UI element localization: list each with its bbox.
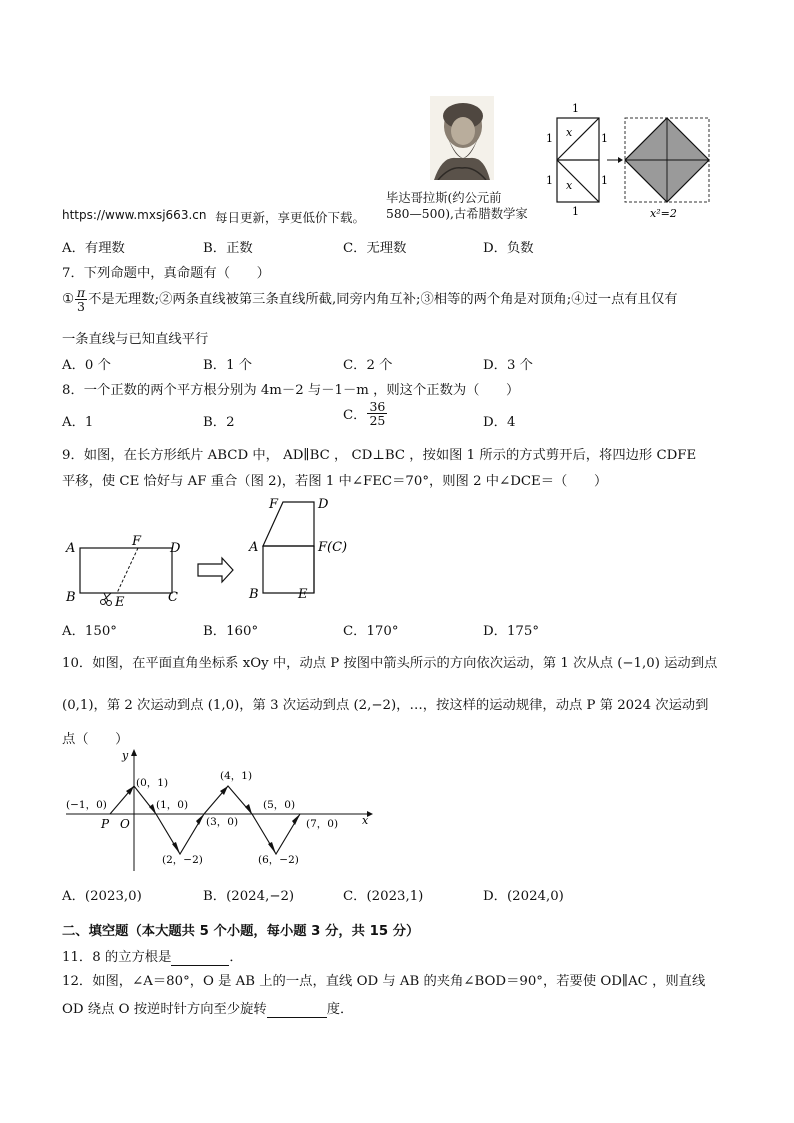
q7-option-a[interactable]: A．0 个 (62, 358, 111, 373)
svg-text:F(C): F(C) (318, 540, 348, 555)
svg-text:1: 1 (601, 132, 608, 145)
q10-line1: 10．如图，在平面直角坐标系 xOy 中，动点 P 按图中箭头所示的方向依次运动，第 1 次从点 (−1,0) 运动到点 (62, 656, 718, 671)
q9-figures (60, 490, 370, 610)
svg-text:E: E (115, 595, 125, 610)
q10-coordinate-graph (62, 746, 382, 876)
svg-text:1: 1 (546, 132, 553, 145)
q12-answer-blank[interactable] (267, 1002, 327, 1018)
q6-option-a[interactable]: A．有理数 (62, 241, 125, 256)
q9-option-b[interactable]: B．160° (203, 624, 259, 639)
fig-equation: x²=2 (650, 207, 677, 220)
q6-option-c[interactable]: C．无理数 (343, 241, 407, 256)
svg-text:C: C (168, 590, 178, 605)
svg-text:B: B (249, 587, 259, 602)
svg-text:x: x (566, 126, 573, 139)
q10-line2: (0,1)，第 2 次运动到点 (1,0)，第 3 次运动到点 (2,−2)，…，按这样的运动规律，动点 P 第 2024 次运动到 (62, 698, 709, 713)
svg-text:A: A (249, 540, 259, 555)
svg-text:E: E (298, 587, 308, 602)
svg-text:F: F (132, 534, 142, 549)
svg-text:(6，−2): (6，−2) (258, 854, 299, 866)
svg-text:y: y (122, 749, 129, 762)
svg-text:1: 1 (572, 205, 579, 218)
svg-text:x: x (566, 179, 573, 192)
scissors-icon (101, 593, 112, 606)
36-over-25-fraction: $\frac{36}{25}$ (369, 399, 386, 429)
q10-line3: 点（ ） (62, 732, 129, 747)
svg-text:(3，0): (3，0) (206, 816, 239, 828)
svg-text:(0，1): (0，1) (136, 777, 169, 789)
q11: 11．8 的立方根是 ． (62, 950, 243, 965)
q9-line2: 平移，使 CE 恰好与 AF 重合（图 2)，若图 1 中∠FEC＝70°，则图 2 中∠DCE＝（ ） (62, 474, 608, 489)
q7-line2: 一条直线与已知直线平行 (62, 332, 209, 347)
square-area-figure (540, 102, 720, 220)
svg-text:B: B (66, 590, 76, 605)
svg-text:D: D (318, 497, 329, 512)
q8-option-b[interactable]: B．2 (203, 415, 235, 430)
q10-option-c[interactable]: C．(2023,1) (343, 889, 424, 904)
q10-option-d[interactable]: D．(2024,0) (483, 889, 564, 904)
svg-text:O: O (120, 817, 130, 831)
q8-option-d[interactable]: D．4 (483, 415, 516, 430)
svg-text:(4，1): (4，1) (220, 770, 253, 782)
q8-stem: 8．一个正数的两个平方根分别为 4m－2 与－1－m ，则这个正数为（ ） (62, 383, 520, 398)
svg-text:(7，0): (7，0) (306, 818, 339, 830)
svg-text:P: P (101, 817, 110, 831)
q10-option-b[interactable]: B．(2024,−2) (203, 889, 295, 904)
right-arrow-icon (198, 558, 233, 582)
q12-line1: 12．如图，∠A＝80°，O 是 AB 上的一点，直线 OD 与 AB 的夹角∠BOD＝90°，若要使 OD∥AC ，则直线 (62, 974, 706, 989)
svg-text:x: x (362, 814, 369, 827)
q9-option-a[interactable]: A．150° (62, 624, 117, 639)
q7-option-c[interactable]: C．2 个 (343, 358, 393, 373)
svg-text:1: 1 (546, 174, 553, 187)
portrait-caption-1: 毕达哥拉斯(约公元前 (386, 191, 502, 205)
portrait-caption-2: 580—500),古希腊数学家 (386, 207, 528, 221)
pythagoras-portrait (430, 96, 494, 180)
q7-option-b[interactable]: B．1 个 (203, 358, 253, 373)
q7-option-d[interactable]: D．3 个 (483, 358, 533, 373)
svg-text:(1，0): (1，0) (156, 799, 189, 811)
svg-text:1: 1 (601, 174, 608, 187)
svg-text:D: D (170, 541, 181, 556)
q10-option-a[interactable]: A．(2023,0) (62, 889, 142, 904)
source-url[interactable]: https://www.mxsj663.cn (62, 208, 207, 222)
q8-option-a[interactable]: A．1 (62, 415, 94, 430)
q11-answer-blank[interactable] (171, 950, 229, 966)
q9-option-d[interactable]: D．175° (483, 624, 539, 639)
q7-stem: 7．下列命题中，真命题有（ ） (62, 266, 270, 281)
q7-line1: ① $\frac{\pi}{3}$ 不是无理数;②两条直线被第三条直线所截,同旁内角互补;③相等的两个角是对顶角;④过一点有且仅有 (62, 285, 678, 315)
q12-line2: OD 绕点 O 按逆时针方向至少旋转 度． (62, 1002, 354, 1017)
q9-line1: 9．如图，在长方形纸片 ABCD 中， AD∥BC ， CD⊥BC ，按如图 1 所示的方式剪开后，将四边形 CDFE (62, 448, 697, 463)
q6-option-d[interactable]: D．负数 (483, 241, 534, 256)
svg-text:A: A (66, 541, 76, 556)
q8-option-c[interactable]: C． $\frac{36}{25}$ (343, 399, 386, 429)
svg-text:(5，0): (5，0) (263, 799, 296, 811)
pi-over-3-fraction: $\frac{\pi}{3}$ (76, 285, 86, 315)
section-2-title: 二、填空题（本大题共 5 个小题，每小题 3 分，共 15 分） (62, 924, 420, 939)
svg-text:(−1，0): (−1，0) (66, 799, 107, 811)
svg-text:F: F (269, 497, 279, 512)
fig-label-top: 1 (572, 102, 579, 115)
q9-option-c[interactable]: C．170° (343, 624, 399, 639)
svg-text:(2，−2): (2，−2) (162, 854, 203, 866)
update-notice: 每日更新，享更低价下载。 (215, 210, 366, 225)
q6-option-b[interactable]: B．正数 (203, 241, 253, 256)
